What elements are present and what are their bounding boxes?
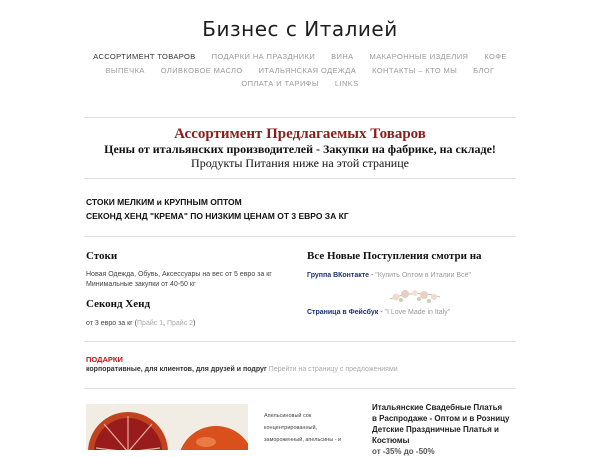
promo-line-1: Итальянские Свадебные Платья [372,403,503,412]
divider [84,117,516,118]
caption-line-1: Апельсиновый сок [264,413,312,419]
new-arrivals-title: Все Новые Поступления смотри на [307,250,482,262]
promo-line-2: в Распродаже - Оптом и в Розницу [372,414,510,423]
caption-line-2: концентрированный, [264,425,318,431]
nav-item-assortment[interactable]: АССОРТИМЕНТ ТОВАРОВ [93,52,196,61]
stocks-text-line1: Новая Одежда, Обувь, Аксессуары на вес от 5 евро за кг [86,271,272,278]
nav-item-gifts[interactable]: ПОДАРКИ НА ПРАЗДНИКИ [211,52,316,61]
promo-line-3: Детские Праздничные Платья и [372,425,499,434]
nav-item-olive-oil[interactable]: ОЛИВКОВОЕ МАСЛО [160,65,243,75]
product-caption [264,410,348,446]
page-subheading: Цены от итальянских производителей - Закупки на фабрике, на складе! [104,142,496,156]
second-hand-text [86,319,195,329]
stocks-banner-line1: СТОКИ МЕЛКИМ и КРУПНЫМ ОПТОМ [86,197,242,207]
page-heading: Ассортимент Предлагаемых Товаров [174,126,426,142]
stocks-text [86,270,272,290]
vk-group [307,272,471,279]
price-close: ) [193,320,196,327]
blood-orange-icon [86,404,248,450]
divider [84,236,516,237]
fb-page [307,309,450,316]
flower-decoration-icon [388,285,442,307]
orange-juice-photo[interactable] [86,404,248,450]
nav-item-bakery[interactable]: ВЫПЕЧКА [105,65,145,75]
second-hand-price: от 3 евро за кг ( [86,320,138,327]
caption-line-3: замороженный, апельсины - и [264,437,342,443]
stocks-banner-line2: СЕКОНД ХЕНД "КРЕМА" ПО НИЗКИМ ЦЕНАМ ОТ 3 ЕВРО ЗА КГ [86,211,349,221]
price-link-2[interactable]: Прайс 2 [166,320,194,327]
gifts-description: корпоративные, для клиентов, для друзей и подруг [86,366,267,373]
divider [84,341,516,342]
nav-item-pasta[interactable]: МАКАРОННЫЕ ИЗДЕЛИЯ [369,52,469,61]
vk-group-link[interactable]: "Купить Оптом в Италии Всё" [375,272,471,279]
nav-item-coffee[interactable]: КОФЕ [484,52,507,61]
vk-group-label[interactable]: Группа ВКонтакте [307,272,370,279]
fb-page-label[interactable]: Страница в Фейсбук [307,309,379,316]
vk-dash: - [369,272,376,279]
price-separator: , [163,320,167,327]
promo-line-4: Костюмы [372,436,410,445]
gifts-title: ПОДАРКИ [86,355,123,364]
nav-item-wines[interactable]: ВИНА [331,52,354,61]
stocks-text-line2: Минимальные закупки от 40-50 кг [86,281,196,288]
main-navigation [60,50,540,91]
gifts-text [86,366,398,373]
divider [84,178,516,179]
second-hand-title: Секонд Хенд [86,298,151,310]
site-title[interactable]: Бизнес с Италией [202,17,398,41]
nav-item-blog[interactable]: БЛОГ [473,65,495,75]
divider [84,388,516,389]
nav-item-clothing[interactable]: ИТАЛЬЯНСКАЯ ОДЕЖДА [258,65,357,75]
gifts-link[interactable]: Перейти на страницу с предложениями [268,366,398,373]
nav-item-links[interactable]: LINKS [334,79,359,88]
promo-line-5: от -35% до -50% [372,447,435,456]
fb-page-link[interactable]: "I Love Made in Italy" [384,309,451,316]
nav-item-contacts[interactable]: КОНТАКТЫ – КТО МЫ [372,65,458,75]
nav-item-payment[interactable]: ОПЛАТА И ТАРИФЫ [241,79,319,88]
page-note: Продукты Питания ниже на этой странице [191,156,409,170]
wedding-dresses-promo[interactable] [372,402,522,457]
fb-dash: - [378,309,385,316]
stocks-title: Стоки [86,250,118,262]
price-link-1[interactable]: Прайс 1 [137,320,164,327]
